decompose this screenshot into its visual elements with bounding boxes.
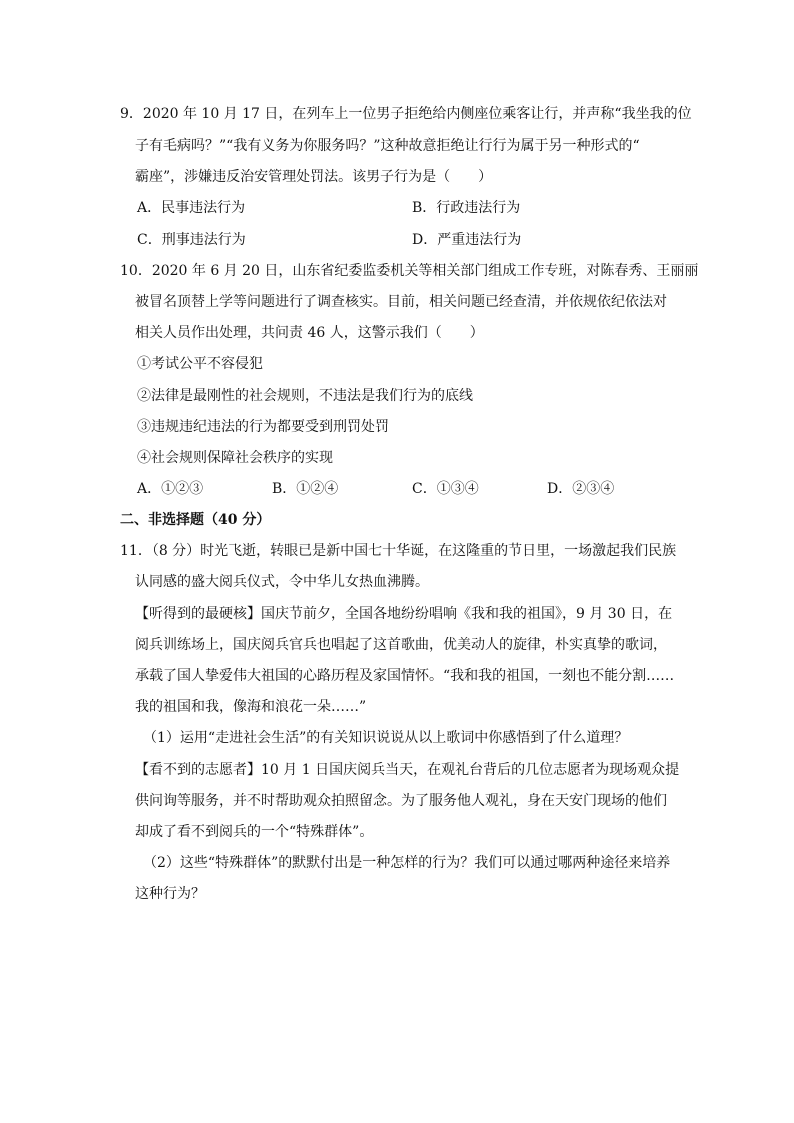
q11-passage1-line-2: 阅兵训练场上，国庆阅兵官兵也唱起了这首歌曲，优美动人的旋律，朴实真挚的歌词，	[135, 637, 667, 653]
q10-stem-line-2: 被冒名顶替上学等问题进行了调查核实。目前，相关问题已经查清，并依规依纪依法对	[135, 294, 667, 310]
q10-stem-line-1: 10．2020 年 6 月 20 日，山东省纪委监委机关等相关部门组成工作专班，对陈春秀、王丽丽	[120, 263, 699, 279]
q11-subquestion-2-line-1: （2）这些“特殊群体”的默默付出是一种怎样的行为？我们可以通过哪两种途径来培养	[143, 855, 671, 871]
q11-passage1-line-3: 承载了国人挚爱伟大祖国的心路历程及家国情怀。“我和我的祖国，一刻也不能分割……	[135, 668, 675, 684]
q10-item-2: ②法律是最刚性的社会规则，不违法是我们行为的底线	[137, 388, 473, 404]
q10-option-d: D．②③④	[547, 481, 615, 497]
q10-option-b: B．①②④	[272, 481, 339, 497]
q9-stem-line-2: 子有毛病吗？”“我有义务为你服务吗？”这种故意拒绝让行行为属于另一种形式的“	[135, 138, 640, 154]
q10-option-a: A．①②③	[137, 481, 204, 497]
q11-passage1-line-1: 【听得到的最硬核】国庆节前夕，全国各地纷纷唱响《我和我的祖国》，9 月 30 日，在	[135, 606, 673, 622]
q10-stem-line-3: 相关人员作出处理，共问责 46 人，这警示我们（ ）	[135, 325, 484, 341]
q9-option-d: D．严重违法行为	[412, 232, 522, 248]
q9-stem-line-1: 9．2020 年 10 月 17 日，在列车上一位男子拒绝给内侧座位乘客让行，并声称“我坐我的位	[120, 106, 692, 122]
q11-subquestion-2-line-2: 这种行为？	[135, 886, 205, 902]
q11-stem-line-2: 认同感的盛大阅兵仪式，令中华儿女热血沸腾。	[135, 574, 429, 590]
q11-stem-line-1: 11．（8 分）时光飞逝，转眼已是新中国七十华诞，在这隆重的节日里，一场激起我们民族	[120, 543, 677, 559]
q10-item-3: ③违规违纪违法的行为都要受到刑罚处罚	[137, 419, 389, 435]
q11-passage2-line-1: 【看不到的志愿者】10 月 1 日国庆阅兵当天，在观礼台背后的几位志愿者为现场观众提	[135, 762, 680, 778]
q11-passage2-line-2: 供问询等服务，并不时帮助观众拍照留念。为了服务他人观礼，身在天安门现场的他们	[135, 793, 667, 809]
q10-option-c: C．①③④	[412, 481, 479, 497]
q9-stem-line-3: 霸座”，涉嫌违反治安管理处罚法。该男子行为是（ ）	[135, 169, 493, 185]
q11-subquestion-1: （1）运用“走进社会生活”的有关知识说说从以上歌词中你感悟到了什么道理？	[143, 730, 629, 746]
section-heading: 二、非选择题（40 分）	[120, 512, 271, 528]
q9-option-b: B．行政违法行为	[412, 200, 521, 216]
q11-passage2-line-3: 却成了看不到阅兵的一个“特殊群体”。	[135, 824, 374, 840]
q10-item-4: ④社会规则保障社会秩序的实现	[137, 450, 333, 466]
q9-option-a: A．民事违法行为	[137, 200, 246, 216]
q11-passage1-line-4: 我的祖国和我，像海和浪花一朵……”	[135, 699, 367, 715]
q10-item-1: ①考试公平不容侵犯	[137, 356, 263, 372]
q9-option-c: C．刑事违法行为	[137, 232, 246, 248]
